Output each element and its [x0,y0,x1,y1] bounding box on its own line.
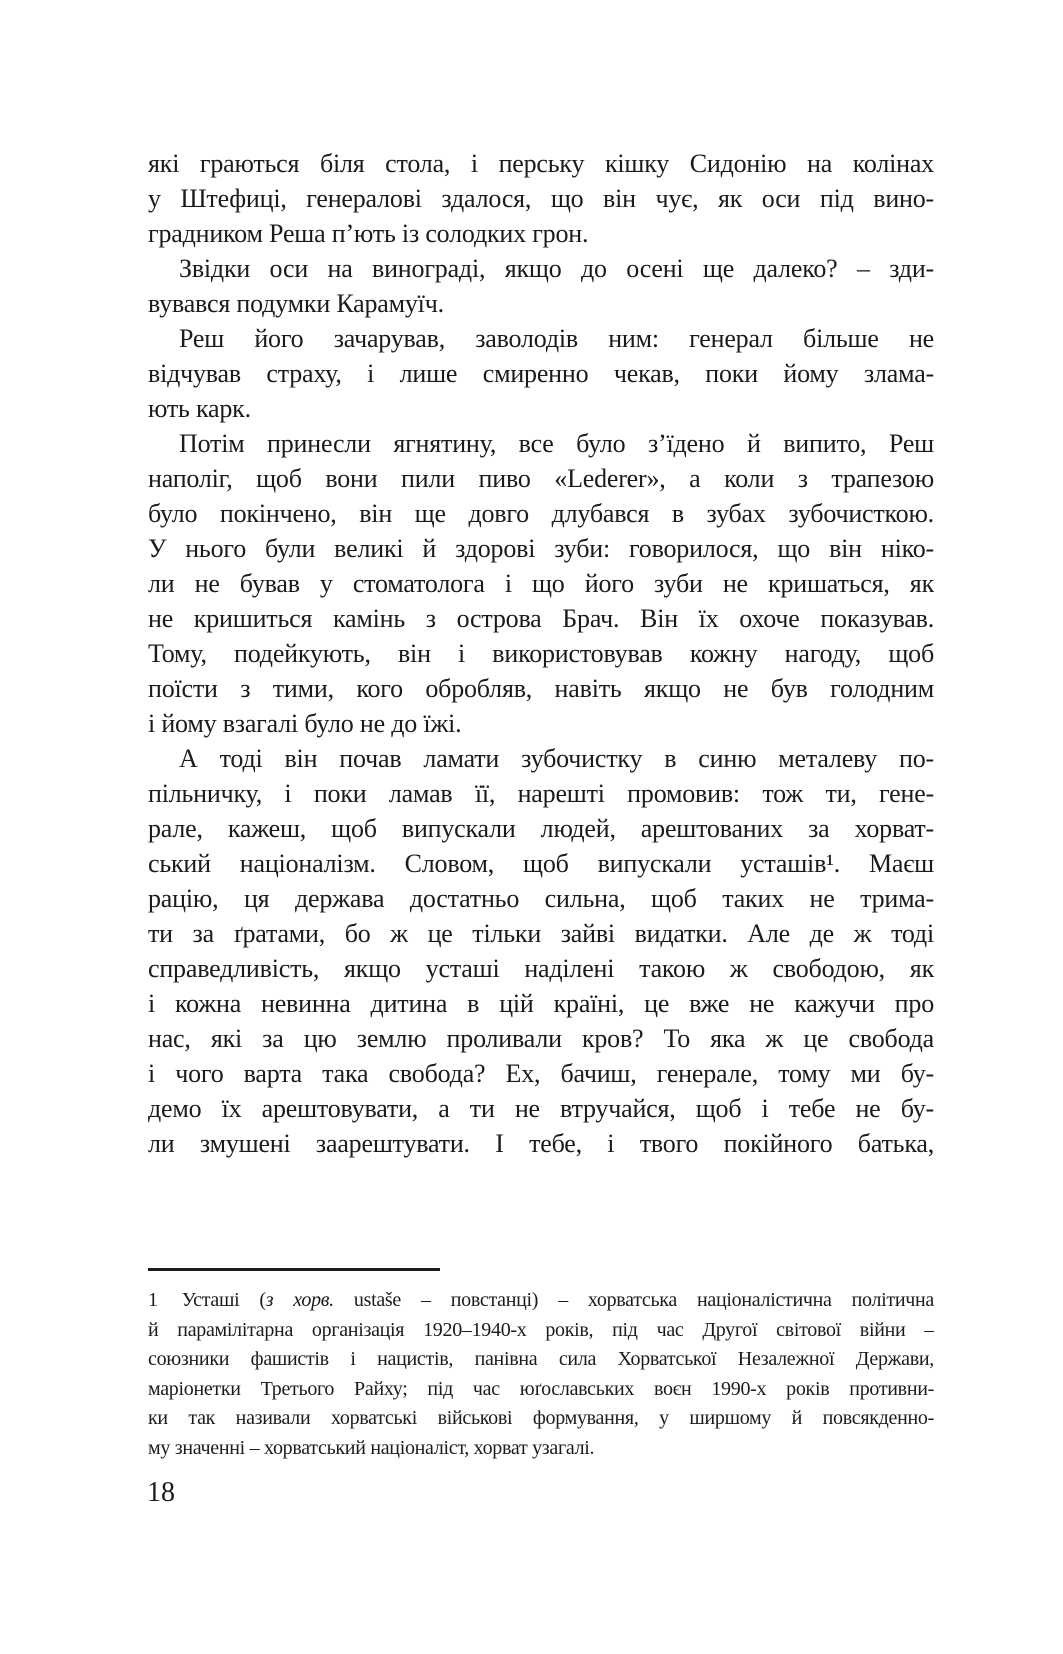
body-text-line: Тому, подейкують, він і використовував кожну нагоду, щоб [148,639,934,668]
footnote-line: маріонетки Третього Райху; під час юґославських воєн 1990-х років противни- [148,1377,934,1400]
footnote-text-italic: з хорв. [265,1289,334,1311]
body-text-line: Реш його зачарував, заволодів ним: генерал більше не [179,324,934,353]
body-text-line: ти за ґратами, бо ж це тільки зайві видатки. Але де ж тоді [148,919,934,948]
body-text-line: вувався подумки Карамуїч. [148,289,444,318]
body-text-line: у Штефиці, генералові здалося, що він чує, як оси під вино- [148,184,934,213]
body-text-line: ський націоналізм. Словом, щоб випускали усташів¹. Маєш [148,849,934,878]
body-text-line: справедливість, якщо усташі наділені такою ж свободою, як [148,954,934,983]
body-text-line: і кожна невинна дитина в цій країні, це вже не кажучи про [148,989,934,1018]
footnote-line: му значенні – хорватський націоналіст, хорват узагалі. [148,1436,595,1459]
footnote-line: союзники фашистів і нацистів, панівна сила Хорватської Незалежної Держави, [148,1348,934,1370]
body-text-line: ють карк. [148,394,251,423]
body-text-line: які граються біля стола, і перську кішку Сидонію на колінах [148,149,934,178]
body-text-line: і чого варта така свобода? Ех, бачиш, генерале, тому ми бу- [148,1059,934,1088]
body-text-line: рале, кажеш, щоб випускали людей, арештованих за хорват- [148,814,934,843]
body-text-line: ли не бував у стоматолога і що його зуби не кришаться, як [148,569,934,598]
body-text-line: наполіг, щоб вони пили пиво «Lederer», а коли з трапезою [148,464,934,493]
body-text [148,146,934,1161]
footnote-line: ки так називали хорватські військові формування, у ширшому й повсякденно- [148,1407,934,1429]
body-text-line: градником Реша п’ють із солодких грон. [148,219,589,248]
body-text-line: А тоді він почав ламати зубочистку в синю металеву по- [179,744,934,773]
footnote-separator [148,1268,440,1271]
body-text-line: пільничку, і поки ламав її, нарешті промовив: тож ти, гене- [148,779,934,808]
footnote-rest-lines [148,1316,934,1464]
body-text-line: ли змушені заарештувати. І тебе, і твого покійного батька, [148,1129,934,1158]
body-text-line: поїсти з тими, кого обробляв, навіть якщо не був голодним [148,674,934,703]
body-text-line: демо їх арештовувати, а ти не втручайся, щоб і тебе не бу- [148,1094,934,1123]
footnote-line [148,1286,934,1316]
body-text-line: Звідки оси на винограді, якщо до осені ще далеко? – зди- [179,254,934,283]
body-text-line: не кришиться камінь з острова Брач. Він їх охоче показував. [148,604,934,633]
body-text-line: У нього були великі й здорові зуби: говорилося, що він ніко- [148,534,934,563]
footnote-text-pre: Усташі ( [181,1289,266,1311]
body-text-line: Потім принесли ягнятину, все було з’їдено й випито, Реш [179,429,934,458]
footnote-marker: 1 [148,1289,158,1311]
page-number: 18 [147,1477,175,1508]
body-text-line: рацію, ця держава достатньо сильна, щоб таких не трима- [148,884,934,913]
footnote-line: й парамілітарна організація 1920–1940-х років, під час Другої світової війни – [148,1318,934,1341]
body-text-line: і йому взагалі було не до їжі. [148,709,462,738]
body-text-line: було покінчено, він ще довго длубався в зубах зубочисткою. [148,499,934,528]
body-text-line: нас, які за цю землю проливали кров? То яка ж це свобода [148,1024,934,1053]
footnote [148,1286,934,1463]
body-text-line: відчував страху, і лише смиренно чекав, поки йому злама- [148,359,934,388]
footnote-text-post: ustaše – повстанці) – хорватська націоналістична політична [333,1289,934,1311]
